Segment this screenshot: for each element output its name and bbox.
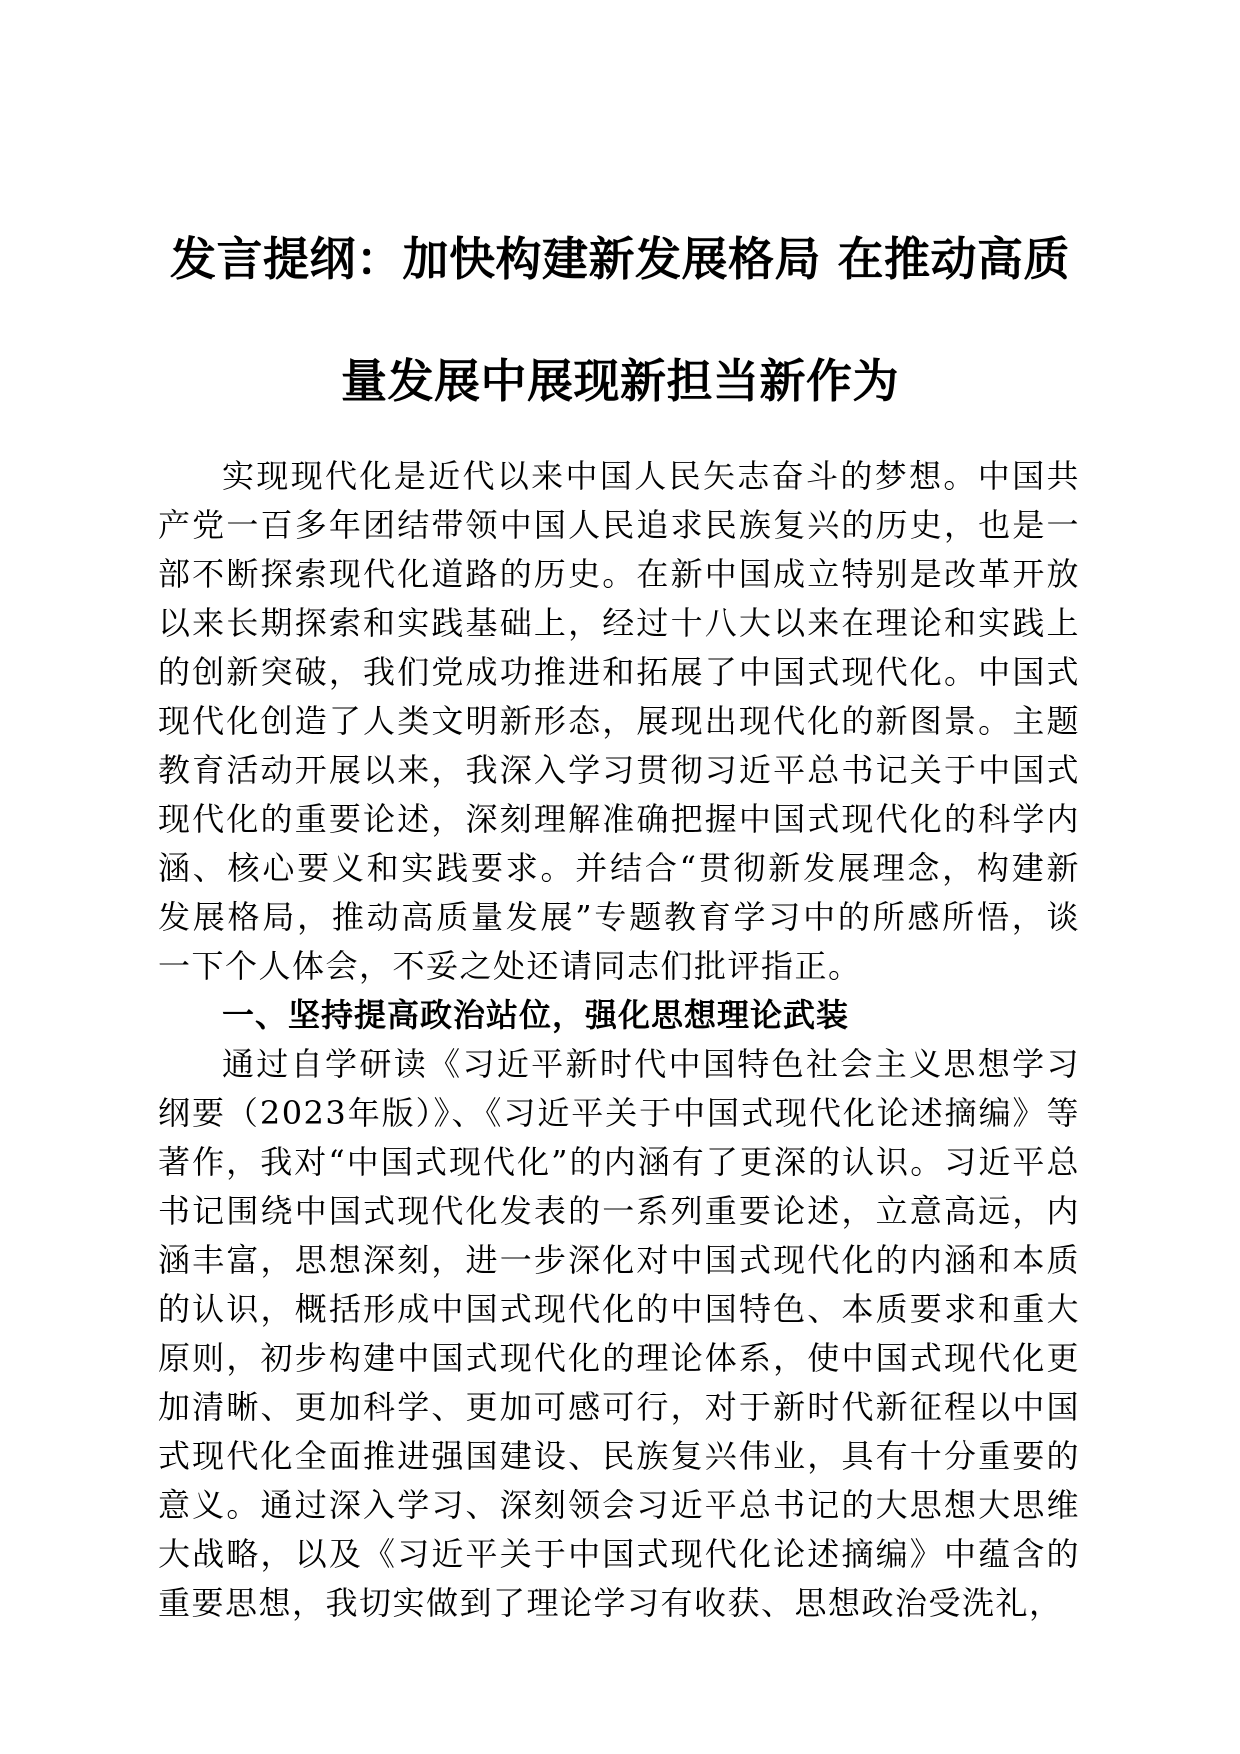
document-title-line-1: 发言提纲：加快构建新发展格局 在推动高质	[169, 232, 1070, 286]
document-title-line-2: 量发展中展现新担当新作为	[341, 354, 899, 408]
section-1-paragraph: 通过自学研读《习近平新时代中国特色社会主义思想学习纲要（2023年版）》、《习近平关于中国式现代化论述摘编》等著作，我对“中国式现代化”的内涵有了更深的认识。习近平总书记围绕中国式现代化发表的一系列重要论述，立意高远，内涵丰富，思想深刻，进一步深化对中国式现代化的内涵和本质的认识，概括形成中国式现代化的中国特色、本质要求和重大原则，初步构建中国式现代化的理论体系，使中国式现代化更加清晰、更加科学、更加可感可行，对于新时代新征程以中国式现代化全面推进强国建设、民族复兴伟业，具有十分重要的意义。通过深入学习、深刻领会习近平总书记的大思想大思维大战略，以及《习近平关于中国式现代化论述摘编》中蕴含的重要思想，我切实做到了理论学习有收获、思想政治受洗礼，	[158, 1045, 1080, 1622]
section-heading-1: 一、坚持提高政治站位，强化思想理论武装	[222, 996, 850, 1034]
intro-paragraph: 实现现代化是近代以来中国人民矢志奋斗的梦想。中国共产党一百多年团结带领中国人民追求民族复兴的历史，也是一部不断探索现代化道路的历史。在新中国成立特别是改革开放以来长期探索和实践基础上，经过十八大以来在理论和实践上的创新突破，我们党成功推进和拓展了中国式现代化。中国式现代化创造了人类文明新形态，展现出现代化的新图景。主题教育活动开展以来，我深入学习贯彻习近平总书记关于中国式现代化的重要论述，深刻理解准确把握中国式现代化的科学内涵、核心要义和实践要求。并结合“贯彻新发展理念，构建新发展格局，推动高质量发展”专题教育学习中的所感所悟，谈一下个人体会，不妥之处还请同志们批评指正。	[158, 457, 1080, 985]
document-body	[158, 452, 1080, 1628]
